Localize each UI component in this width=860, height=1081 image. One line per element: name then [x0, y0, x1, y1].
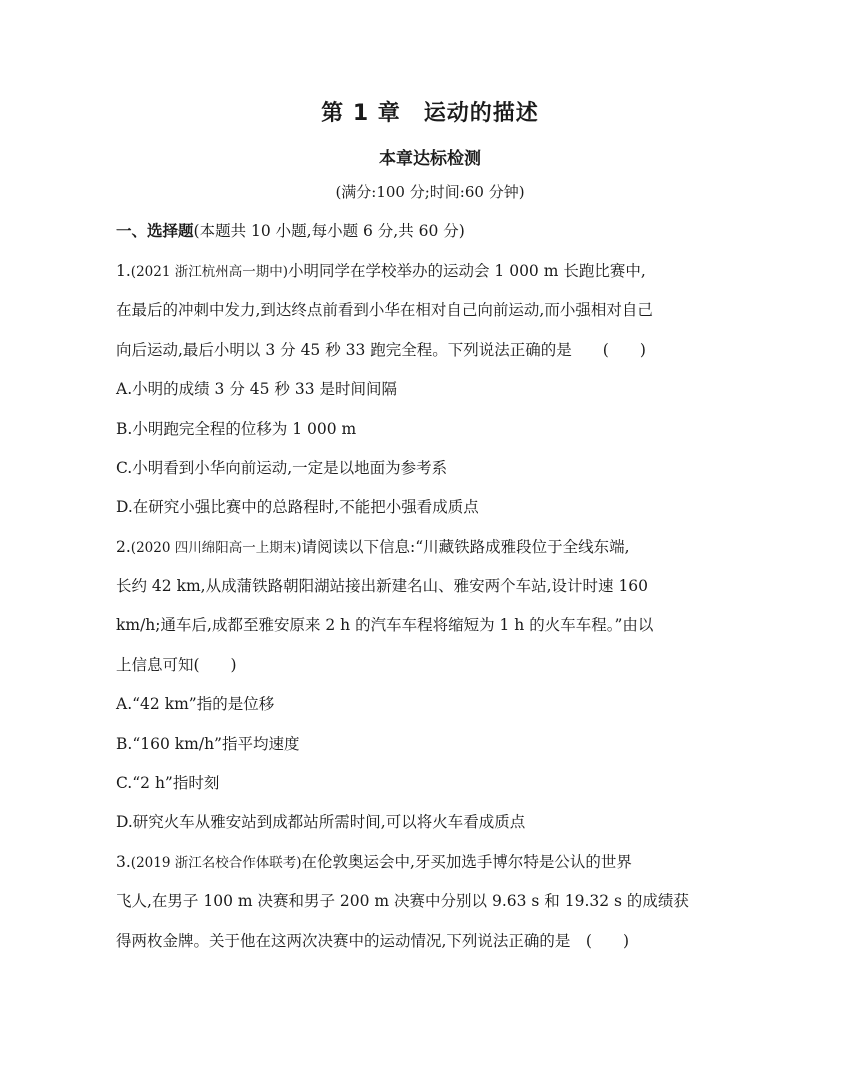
question-3-line-3: 得两枚金牌。关于他在这两次决赛中的运动情况,下列说法正确的是 ( ): [116, 932, 630, 950]
question-1-option-a: A.小明的成绩 3 分 45 秒 33 是时间间隔: [116, 380, 397, 398]
question-text: 小明同学在学校举办的运动会 1 000 m 长跑比赛中,: [287, 262, 646, 280]
exam-meta: (满分:100 分;时间:60 分钟): [335, 183, 525, 201]
question-2-option-a: A.“42 km”指的是位移: [116, 695, 275, 713]
question-number: 2.: [116, 538, 131, 556]
question-1-line-2: 在最后的冲刺中发力,到达终点前看到小华在相对自己向前运动,而小强相对自己: [116, 301, 653, 319]
question-3-line-2: 飞人,在男子 100 m 决赛和男子 200 m 决赛中分别以 9.63 s 和 19.32 s 的成绩获: [116, 892, 689, 910]
section-heading: 一、选择题: [116, 222, 194, 240]
section-heading-line: [116, 220, 746, 242]
question-1-line-1: [116, 260, 746, 283]
question-1-option-b: B.小明跑完全程的位移为 1 000 m: [116, 420, 357, 438]
question-1-line-3: 向后运动,最后小明以 3 分 45 秒 33 跑完全程。下列说法正确的是 ( ): [116, 341, 646, 359]
question-number: 1.: [116, 262, 131, 280]
question-source: (2020 四川绵阳高一上期末): [130, 540, 302, 556]
question-2-option-c: C.“2 h”指时刻: [116, 774, 220, 792]
question-source: (2019 浙江名校合作体联考): [130, 855, 302, 871]
question-3-line-1: [116, 851, 746, 874]
question-text: 请阅读以下信息:“川藏铁路成雅段位于全线东端,: [301, 538, 630, 556]
question-1-option-d: D.在研究小强比赛中的总路程时,不能把小强看成质点: [116, 498, 479, 516]
question-1-option-c: C.小明看到小华向前运动,一定是以地面为参考系: [116, 459, 448, 477]
chapter-title: 第 1 章 运动的描述: [321, 101, 539, 126]
question-source: (2021 浙江杭州高一期中): [130, 264, 288, 280]
question-2-option-d: D.研究火车从雅安站到成都站所需时间,可以将火车看成质点: [116, 813, 526, 831]
question-2-option-b: B.“160 km/h”指平均速度: [116, 735, 300, 753]
question-2-line-4: 上信息可知( ): [116, 656, 237, 674]
question-text: 在伦敦奥运会中,牙买加选手博尔特是公认的世界: [301, 853, 632, 871]
question-2-line-1: [116, 536, 746, 559]
question-number: 3.: [116, 853, 131, 871]
section-subtitle: 本章达标检测: [379, 149, 481, 169]
question-2-line-2: 长约 42 km,从成蒲铁路朝阳湖站接出新建名山、雅安两个车站,设计时速 160: [116, 577, 649, 595]
question-2-line-3: km/h;通车后,成都至雅安原来 2 h 的汽车车程将缩短为 1 h 的火车车程。”由以: [116, 616, 654, 634]
section-note: (本题共 10 小题,每小题 6 分,共 60 分): [193, 222, 465, 240]
